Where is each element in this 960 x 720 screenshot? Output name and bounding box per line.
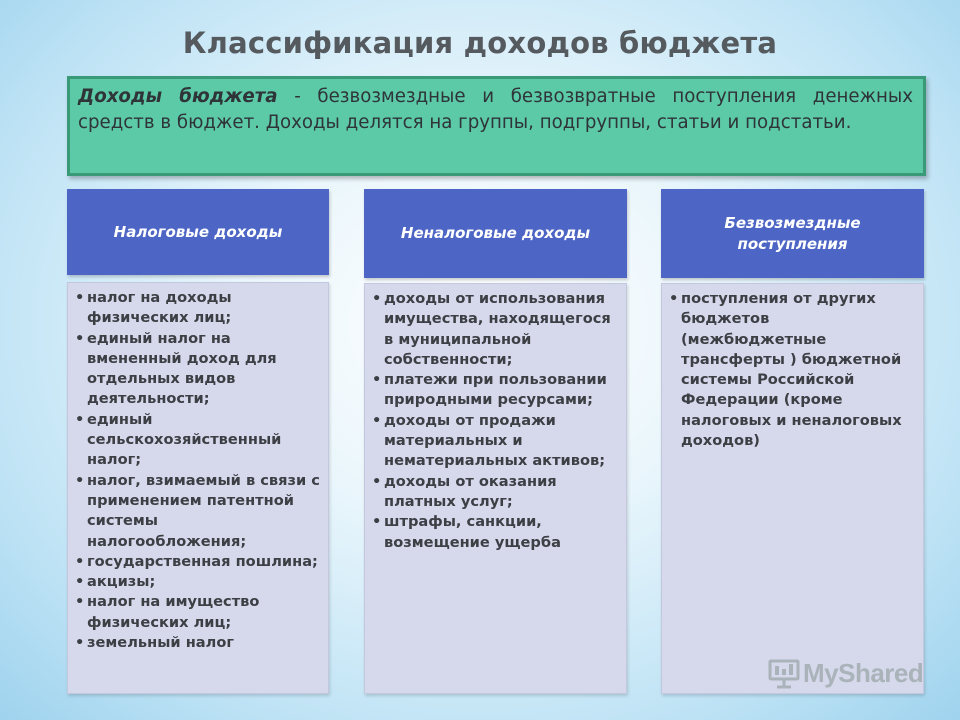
column-header — [661, 189, 924, 278]
definition-term: Доходы бюджета — [78, 86, 278, 107]
page-title: Классификация доходов бюджета — [182, 26, 778, 60]
column-header-label: Неналоговые доходы — [400, 224, 591, 242]
list-item: • доходы от использования имущества, находящегося в муниципальной собственности; — [372, 289, 620, 370]
list-item: • единый сельскохозяйственный налог; — [75, 410, 322, 471]
list-item: • доходы от продажи материальных и нематериальных активов; — [372, 411, 620, 472]
column-header-label: Безвозмездные поступления — [724, 213, 861, 253]
item-list — [68, 283, 328, 653]
list-item: • налог на имущество физических лиц; — [75, 592, 322, 633]
column-header — [364, 189, 627, 278]
list-item: • налог на доходы физических лиц; — [75, 288, 322, 329]
list-item: • поступления от других бюджетов (межбюджетные трансферты ) бюджетной системы Российской Федерации (кроме налоговых и неналоговых доходов) — [669, 289, 917, 451]
list-item: • акцизы; — [75, 572, 322, 592]
watermark-text: MyShared — [803, 657, 924, 688]
item-list — [662, 284, 923, 451]
column-header-label: Налоговые доходы — [113, 222, 283, 241]
definition-box — [67, 76, 926, 176]
item-list — [365, 284, 626, 553]
list-item: • налог, взимаемый в связи с применением патентной системы налогообложения; — [75, 471, 322, 552]
column-header — [67, 189, 329, 275]
list-item: • государственная пошлина; — [75, 552, 322, 572]
definition-text: - безвозмездные и безвозвратные поступления денежных средств в бюджет. Доходы делятся на группы, подгруппы, статьи и подстатьи. — [78, 86, 913, 133]
list-item: • платежи при пользовании природными ресурсами; — [372, 370, 620, 411]
list-item: • доходы от оказания платных услуг; — [372, 472, 620, 513]
column-body — [661, 283, 924, 694]
list-item: • земельный налог — [75, 633, 322, 653]
presentation-board-icon — [767, 656, 801, 690]
list-item: • штрафы, санкции, возмещение ущерба — [372, 512, 620, 553]
column-body — [364, 283, 627, 694]
list-item: • единый налог на вмененный доход для отдельных видов деятельности; — [75, 329, 322, 410]
column-body — [67, 282, 329, 694]
watermark — [767, 656, 923, 690]
